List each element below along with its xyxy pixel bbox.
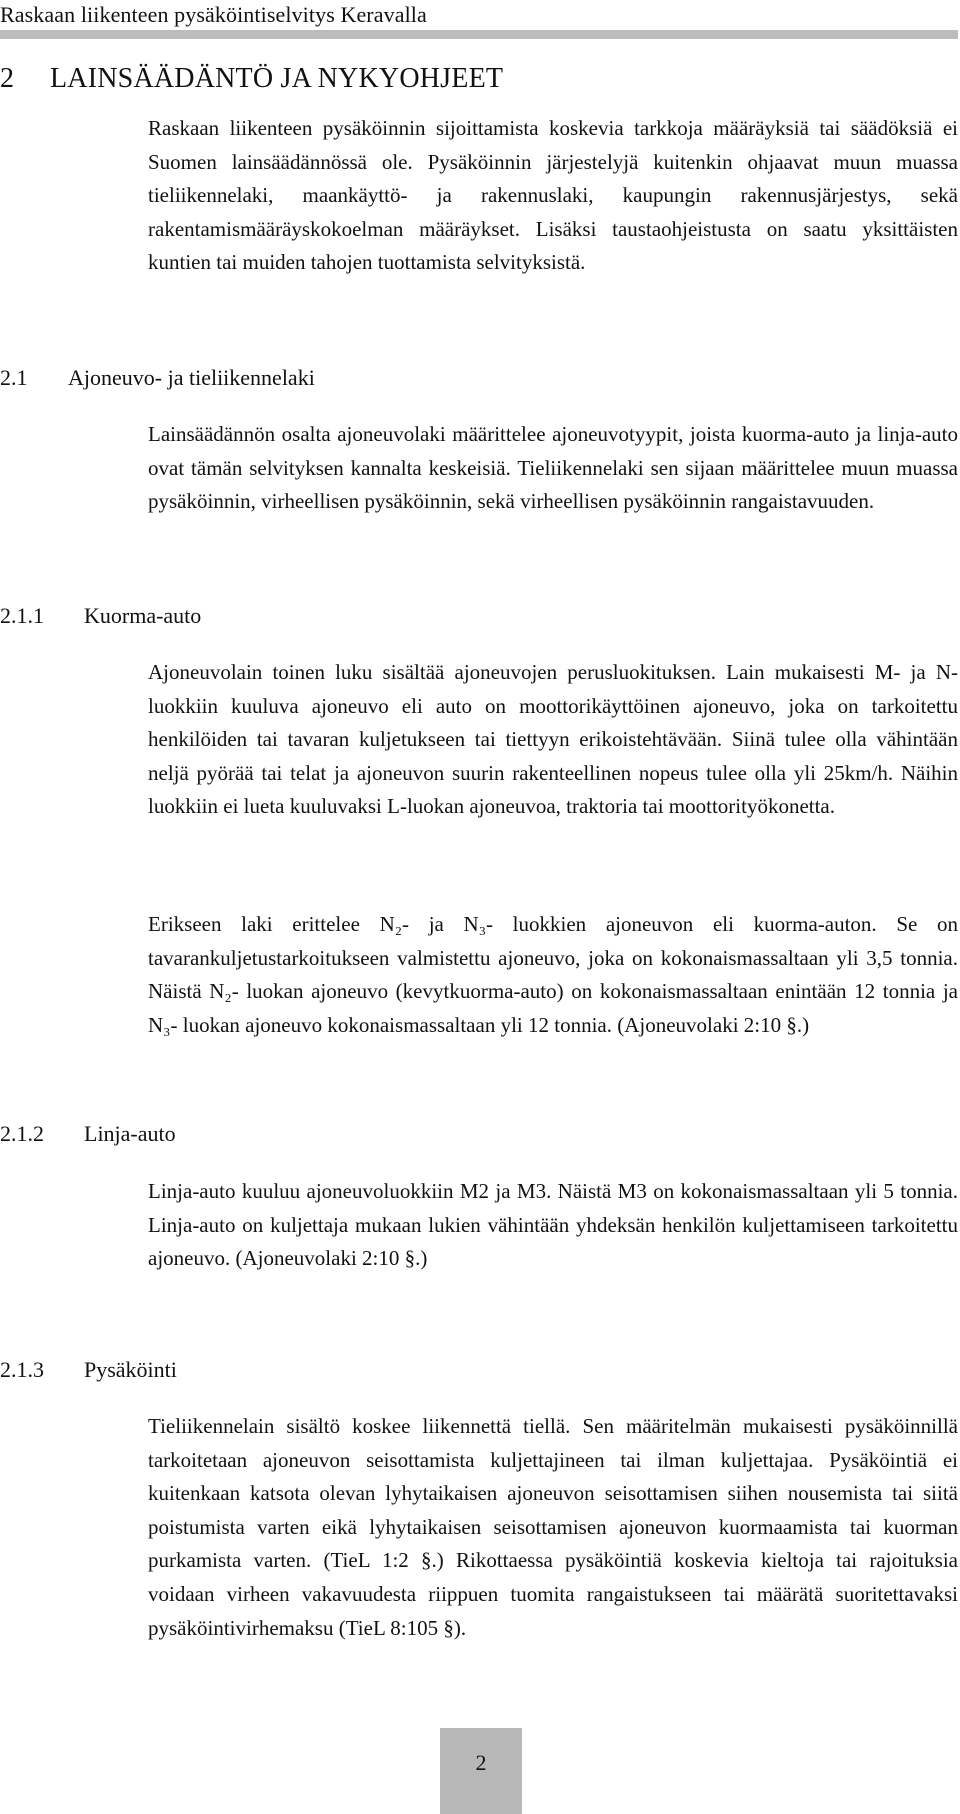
section-number: 2.1.1 <box>0 603 44 628</box>
page-number: 2 <box>475 1750 487 1775</box>
section-title: Ajoneuvo- ja tieliikennelaki <box>68 365 315 390</box>
section-heading-2-1-3 <box>0 1356 177 1384</box>
running-header: Raskaan liikenteen pysäköintiselvitys Keravalla <box>0 2 427 27</box>
section-number: 2.1.3 <box>0 1357 44 1382</box>
section-title: Pysäköinti <box>84 1357 177 1382</box>
section-2-1-paragraph: Lainsäädännön osalta ajoneuvolaki määrittelee ajoneuvotyypit, joista kuorma-auto ja linja-auto ovat tämän selvityksen kannalta keskeisiä. Tieliikennelaki sen sijaan määrittelee muun muassa pysäköinnin, virheellisen pysäköinnin, sekä virheellisen pysäköinnin rangaistavuuden. <box>148 422 958 514</box>
chapter-number: 2 <box>0 63 15 94</box>
section-title: Kuorma-auto <box>84 603 202 628</box>
section-heading-2-1 <box>0 364 315 392</box>
section-2-1-3-paragraph: Tieliikennelain sisältö koskee liikennettä tiellä. Sen määritelmän mukaisesti pysäköinnillä tarkoitetaan ajoneuvon seisottamista kuljettajineen tai ilman kuljettajaa. Pysäköintiä ei kuitenkaan katsota olevan lyhytaikaisen ajoneuvon seisottamisen siihen nousemista tai siitä poistumista varten eikä lyhytaikaisen seisottamisen ajoneuvon kuormaamista tai kuorman purkamista varten. (TieL 1:2 §.) Rikottaessa pysäköintiä koskevia kieltoja tai rajoituksia voidaan virheen vakavuudesta riippuen tuomita rangaistukseen tai määrätä suoritettavaksi pysäköintivirhemaksu (TieL 8:105 §). <box>148 1414 958 1640</box>
section-heading-2-1-2 <box>0 1120 176 1148</box>
chapter-title: LAINSÄÄDÄNTÖ JA NYKYOHJEET <box>50 63 504 94</box>
chapter-intro-paragraph: Raskaan liikenteen pysäköinnin sijoittamista koskevia tarkkoja määräyksiä tai säädöksiä ei Suomen lainsäädännössä ole. Pysäköinnin järjestelyjä kuitenkin ohjaavat muun muassa tieliikennelaki, maankäyttö- ja rakennuslaki, kaupungin rakennusjärjestys, sekä rakentamismääräyskokoelman määräykset. Lisäksi taustaohjeistusta on saatu yksittäisten kuntien tai muiden tahojen tuottamista selvityksistä. <box>148 116 958 275</box>
section-title: Linja-auto <box>84 1121 176 1146</box>
section-2-1-1-paragraph-1: Ajoneuvolain toinen luku sisältää ajoneuvojen perusluokituksen. Lain mukaisesti M- ja N- luokkiin kuuluva ajoneuvo eli auto on moottorikäyttöinen ajoneuvo, joka on tarkoitettu henkilöiden tai tavaran kuljetukseen tai tiettyyn erikoistehtävään. Siinä tulee olla vähintään neljä pyörää tai telat ja ajoneuvon suurin rakenteellinen nopeus tulee olla yli 25km/h. Näihin luokkiin ei lueta kuuluvaksi L-luokan ajoneuvoa, traktoria tai moottorityökonetta. <box>148 660 958 819</box>
header-rule <box>0 30 958 39</box>
section-number: 2.1.2 <box>0 1121 44 1146</box>
section-2-1-2-paragraph: Linja-auto kuuluu ajoneuvoluokkiin M2 ja M3. Näistä M3 on kokonaismassaltaan yli 5 tonnia. Linja-auto on kuljettaja mukaan lukien vähintään yhdeksän henkilön kuljettamiseen tarkoitettu ajoneuvo. (Ajoneuvolaki 2:10 §.) <box>148 1179 958 1271</box>
section-number: 2.1 <box>0 365 28 390</box>
section-2-1-1-paragraph-2: Erikseen laki erittelee N₂- ja N₃- luokkien ajoneuvon eli kuorma-auton. Se on tavarankuljetustarkoitukseen valmistettu ajoneuvo, joka on kokonaismassaltaan yli 3,5 tonnia. Näistä N₂- luokan ajoneuvo (kevytkuorma-auto) on kokonaismassaltaan enintään 12 tonnia ja N₃- luokan ajoneuvo kokonaismassaltaan yli 12 tonnia. (Ajoneuvolaki 2:10 §.) <box>148 912 958 1037</box>
chapter-heading <box>0 62 503 96</box>
section-heading-2-1-1 <box>0 602 201 630</box>
page-number-box <box>440 1728 522 1814</box>
